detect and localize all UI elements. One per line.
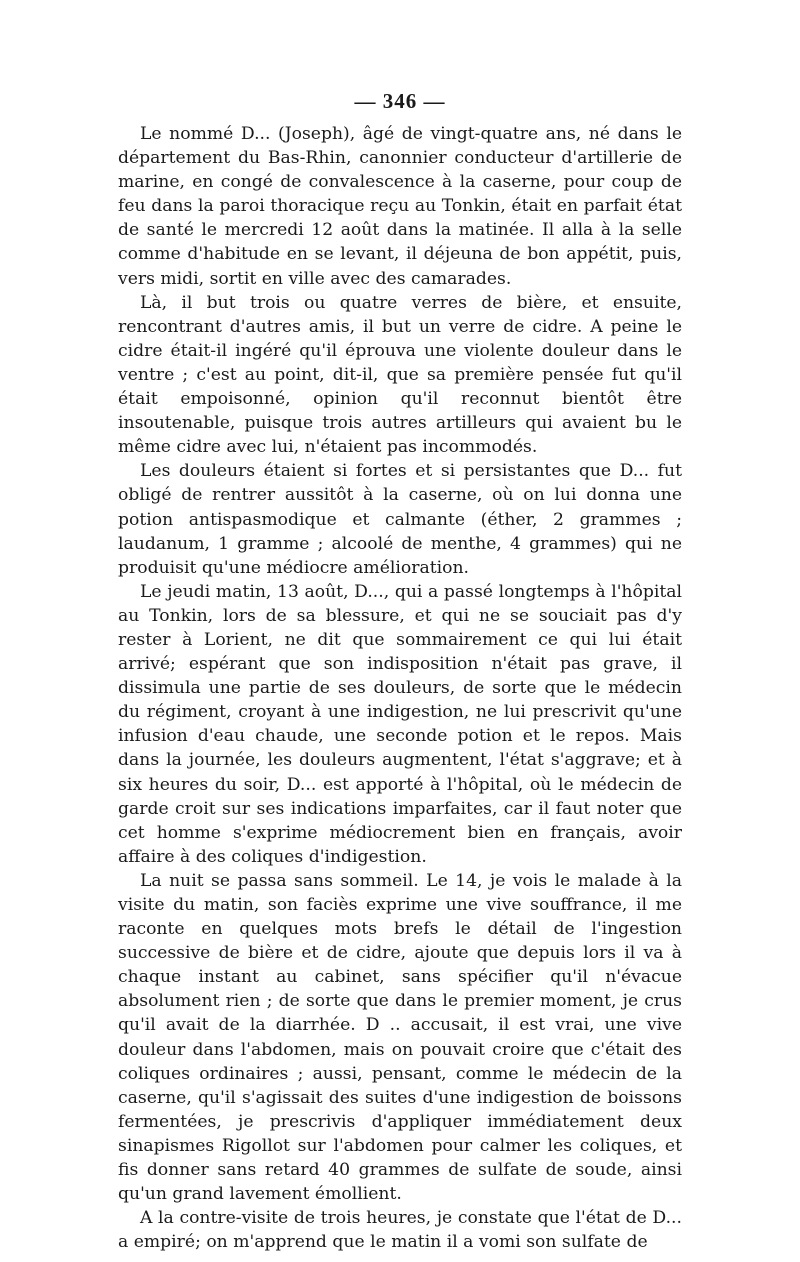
book-page	[118, 86, 682, 1254]
paragraph-4: Le jeudi matin, 13 août, D..., qui a passé longtemps à l'hôpital au Tonkin, lors de sa blessure, et qui ne se souciait pas d'y rester à Lorient, ne dit que sommairement ce qui lui était arrivé; espérant que son indisposition n'était pas grave, il dissimula une partie de ses douleurs, de sorte que le médecin du régiment, croyant à une indigestion, ne lui prescrivit qu'une infusion d'eau chaude, une seconde potion et le repos. Mais dans la journée, les douleurs augmentent, l'état s'aggrave; et à six heures du soir, D... est apporté à l'hôpital, où le médecin de garde croit sur ses indications imparfaites, car il faut noter que cet homme s'exprime médiocrement bien en français, avoir affaire à des coliques d'indigestion.	[118, 581, 682, 867]
page-number: — 346 —	[354, 89, 446, 113]
paragraph-3: Les douleurs étaient si fortes et si persistantes que D... fut obligé de rentrer aussitôt à la caserne, où on lui donna une potion antispasmodique et calmante (éther, 2 grammes ; laudanum, 1 gramme ; alcoolé de menthe, 4 grammes) qui ne produisit qu'une médiocre amélioration.	[118, 461, 682, 578]
paragraph-5: La nuit se passa sans sommeil. Le 14, je vois le malade à la visite du matin, son faciès exprime une vive souffrance, il me raconte en quelques mots brefs le détail de l'ingestion successive de bière et de cidre, ajoute que depuis lors il va à chaque instant au cabinet, sans spécifier qu'il n'évacue absolument rien ; de sorte que dans le premier moment, je crus qu'il avait de la diarrhée. D .. accusait, il est vrai, une vive douleur dans l'abdomen, mais on pouvait croire que c'était des coliques ordinaires ; aussi, pensant, comme le médecin de la caserne, qu'il s'agissait des suites d'une indigestion de boissons fermentées, je prescrivis d'appliquer immédiatement deux sinapismes Rigollot sur l'abdomen pour calmer les coliques, et fis donner sans retard 40 grammes de sulfate de soude, ainsi qu'un grand lavement émollient.	[118, 870, 682, 1205]
paragraph-2: Là, il but trois ou quatre verres de bière, et ensuite, rencontrant d'autres amis, il but un verre de cidre. A peine le cidre était-il ingéré qu'il éprouva une violente douleur dans le ventre ; c'est au point, dit-il, que sa première pensée fut qu'il était empoisonné, opinion qu'il reconnut bientôt être insoutenable, puisque trois autres artilleurs qui avaient bu le même cidre avec lui, n'étaient pas incommodés.	[118, 292, 682, 458]
paragraph-1: Le nommé D... (Joseph), âgé de vingt-quatre ans, né dans le département du Bas-Rhin, canonnier conducteur d'artillerie de marine, en congé de convalescence à la caserne, pour coup de feu dans la paroi thoracique reçu au Tonkin, était en parfait état de santé le mercredi 12 août dans la matinée. Il alla à la selle comme d'habitude en se levant, il déjeuna de bon appétit, puis, vers midi, sortit en ville avec des camarades.	[118, 124, 682, 289]
paragraph-6: A la contre-visite de trois heures, je constate que l'état de D... a empiré; on m'apprend que le matin il a vomi son sulfate de	[118, 1208, 682, 1253]
